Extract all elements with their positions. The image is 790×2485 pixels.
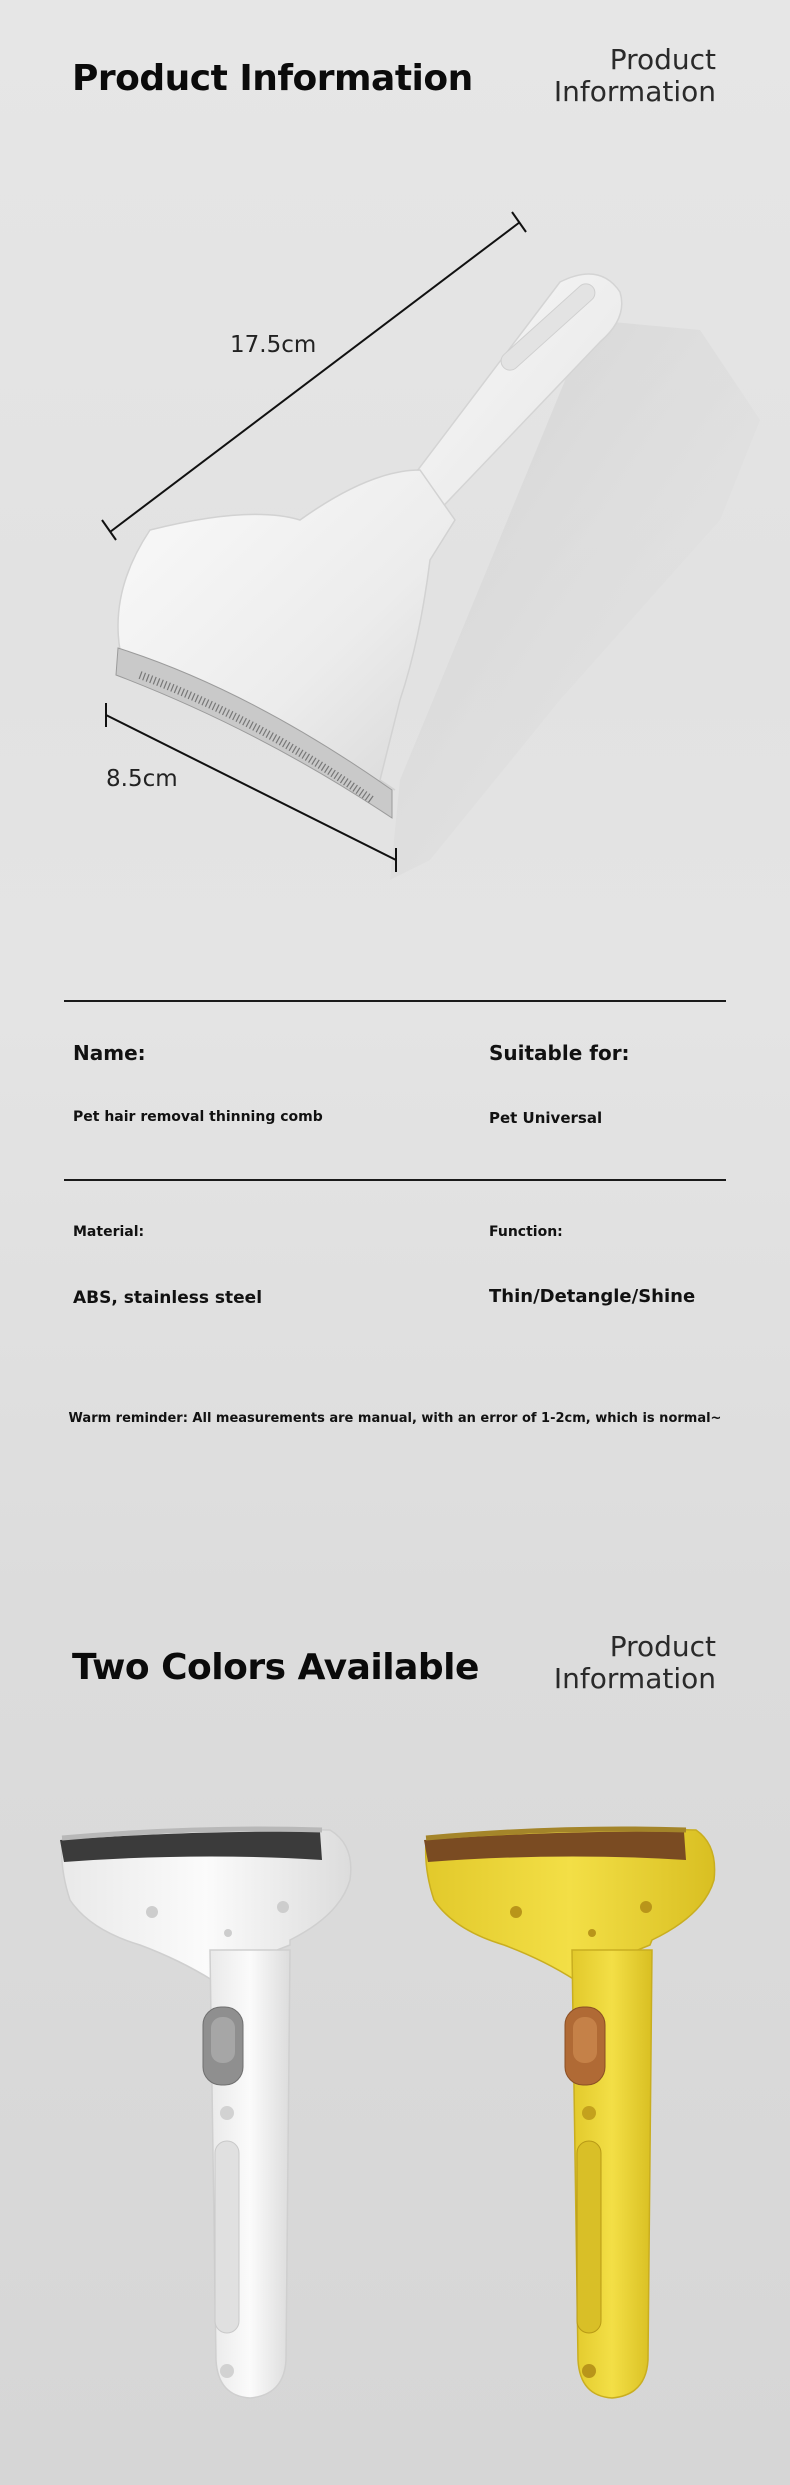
yellow-comb-hole-right	[640, 1901, 652, 1913]
material-value: ABS, stainless steel	[73, 1288, 263, 1308]
white-comb-dot	[220, 2106, 234, 2120]
white-comb-end-hole	[220, 2364, 234, 2378]
yellow-comb-slot	[577, 2141, 601, 2333]
suitable-label: Suitable for:	[489, 1041, 630, 1065]
subtitle-line-1: Product	[609, 43, 716, 76]
function-label: Function:	[489, 1224, 563, 1240]
name-value: Pet hair removal thinning comb	[73, 1109, 323, 1125]
subtitle-line-2: Information	[553, 75, 716, 108]
yellow-comb-dot	[582, 2106, 596, 2120]
length-tick-end	[512, 212, 526, 232]
yellow-comb-hole-center	[588, 1929, 596, 1937]
material-label: Material:	[73, 1224, 145, 1240]
subtitle-line-2: Information	[553, 1662, 716, 1695]
white-comb-hole-left	[146, 1906, 158, 1918]
white-comb-hole-right	[277, 1901, 289, 1913]
color-variants-illustration	[0, 1800, 790, 2440]
comb-shadow	[390, 320, 760, 880]
subtitle-line-1: Product	[609, 1630, 716, 1663]
yellow-comb-hole-left	[510, 1906, 522, 1918]
yellow-comb-end-hole	[582, 2364, 596, 2378]
function-value: Thin/Detangle/Shine	[489, 1286, 696, 1307]
product-dimension-illustration	[0, 180, 790, 1000]
length-label: 17.5cm	[230, 332, 317, 358]
white-comb-hole-center	[224, 1929, 232, 1937]
white-comb	[60, 1829, 351, 2398]
section-subtitle	[476, 44, 716, 108]
section-title: Product Information	[72, 58, 473, 99]
white-comb-slot	[215, 2141, 239, 2333]
yellow-comb	[424, 1829, 715, 2398]
warm-reminder: Warm reminder: All measurements are manual, with an error of 1-2cm, which is normal~	[68, 1411, 722, 1426]
table-middle-divider	[64, 1179, 726, 1181]
yellow-comb-button-grip	[573, 2017, 597, 2063]
white-comb-button-grip	[211, 2017, 235, 2063]
colors-section-subtitle	[476, 1631, 716, 1695]
colors-section-title: Two Colors Available	[72, 1647, 479, 1688]
width-label: 8.5cm	[106, 766, 178, 792]
table-top-divider	[64, 1000, 726, 1002]
suitable-value: Pet Universal	[489, 1109, 603, 1127]
name-label: Name:	[73, 1041, 146, 1065]
